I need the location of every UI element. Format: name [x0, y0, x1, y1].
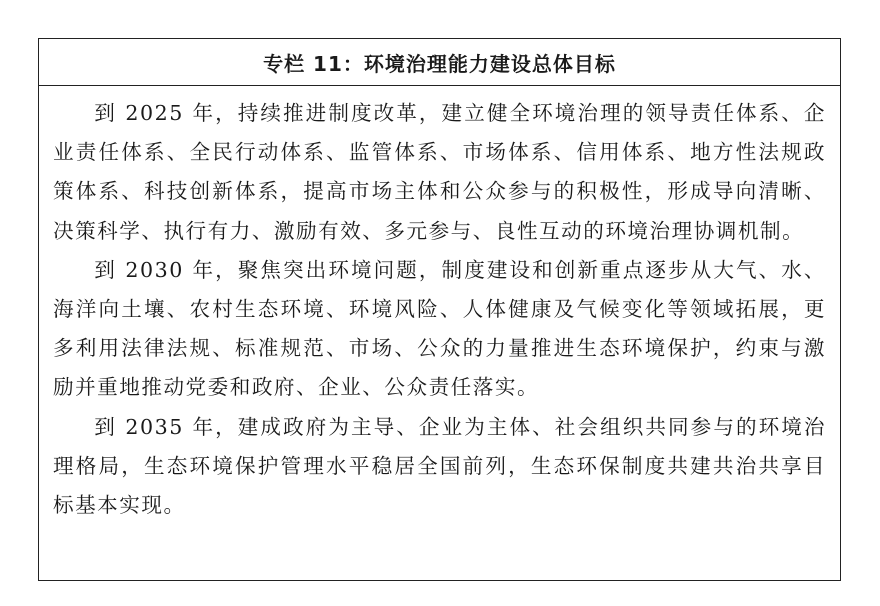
paragraph-2025-goal: 到 2025 年，持续推进制度改革，建立健全环境治理的领导责任体系、企业责任体系、全民行动体系、监管体系、市场体系、信用体系、地方性法规政策体系、科技创新体系，提高市场主体和公众参与的积极性，形成导向清晰、决策科学、执行有力、激励有效、多元参与、良性互动的环境治理协调机制。 [53, 101, 826, 243]
paragraph-2035-goal: 到 2035 年，建成政府为主导、企业为主体、社会组织共同参与的环境治理格局，生态环境保护管理水平稳居全国前列，生态环保制度共建共治共享目标基本实现。 [53, 414, 826, 518]
column-box [38, 38, 841, 581]
column-title: 专栏 11：环境治理能力建设总体目标 [39, 39, 840, 86]
paragraph-2030-goal: 到 2030 年，聚焦突出环境问题，制度建设和创新重点逐步从大气、水、海洋向土壤、农村生态环境、环境风险、人体健康及气候变化等领域拓展，更多利用法律法规、标准规范、市场、公众的力量推进生态环境保护，约束与激励并重地推动党委和政府、企业、公众责任落实。 [53, 257, 826, 400]
column-body [39, 86, 840, 525]
